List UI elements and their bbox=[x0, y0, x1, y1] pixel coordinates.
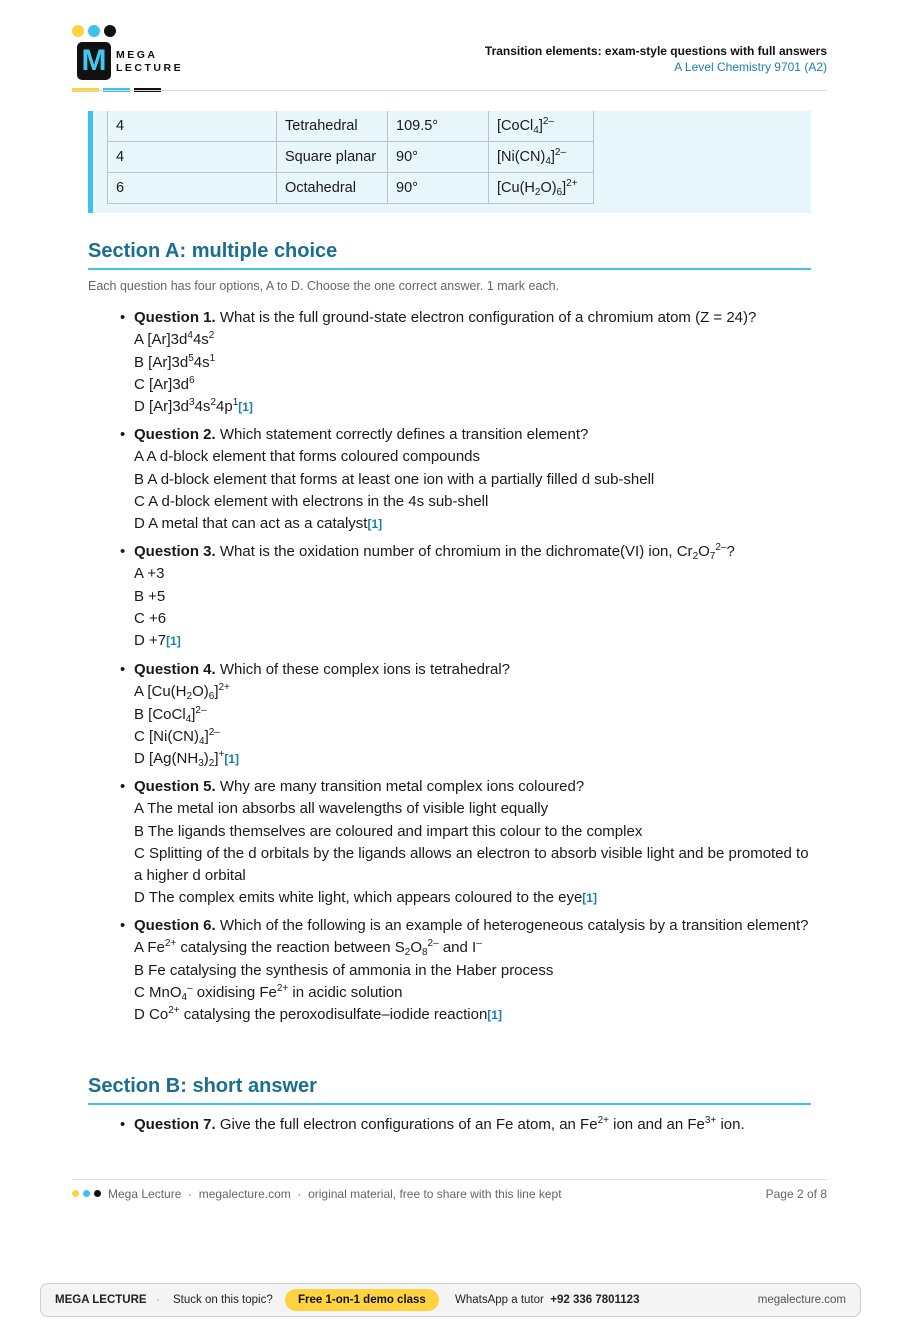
shape-cell: Tetrahedral bbox=[277, 111, 388, 142]
mega-lecture-logo bbox=[72, 24, 192, 94]
geometry-table bbox=[107, 111, 594, 204]
option-a: A $Fe^{2+}$ catalysing the reaction between $S_2O_8^{2-}$ and I– bbox=[134, 938, 482, 959]
question-label: Question 5. bbox=[134, 778, 216, 795]
question-4 bbox=[120, 659, 810, 770]
question-3 bbox=[120, 541, 810, 652]
footer-divider bbox=[72, 1179, 827, 1180]
option-b: B +5 bbox=[134, 587, 166, 605]
yellow-dot bbox=[72, 1190, 79, 1197]
option-b: B The ligands themselves are coloured and impart this colour to the complex bbox=[134, 822, 643, 840]
blue-dot bbox=[83, 1190, 90, 1197]
question-label: Question 3. bbox=[134, 543, 216, 560]
footer-credit bbox=[72, 1187, 562, 1201]
mark-badge: [1] bbox=[238, 400, 253, 415]
banner-brand: MEGA LECTURE bbox=[55, 1294, 147, 1306]
coordination-number-cell: 4 bbox=[108, 111, 277, 142]
question-5 bbox=[120, 776, 810, 910]
document-header bbox=[485, 43, 827, 75]
example-cell: $[Ni(CN)_4]^{2-}$ bbox=[489, 142, 594, 173]
question-text: Give the full electron configurations of an Fe atom, an $Fe^{2+}$ ion and an $Fe^{3+}$ ion. bbox=[219, 1115, 745, 1133]
question-label: Question 4. bbox=[134, 661, 216, 678]
document-subtitle: A Level Chemistry 9701 (A2) bbox=[674, 60, 827, 74]
yellow-dot bbox=[72, 25, 84, 37]
logo-wordmark bbox=[116, 49, 183, 75]
bullet-icon: • bbox=[120, 1116, 126, 1133]
demo-class-button[interactable]: Free 1-on-1 demo class bbox=[285, 1289, 439, 1311]
table-accent-bar bbox=[88, 111, 93, 213]
option-a: A +3 bbox=[134, 565, 165, 583]
option-c: C $[Ni(CN)_4]^{2-}$ bbox=[134, 726, 220, 747]
footer-dots bbox=[72, 1190, 102, 1198]
option-d: D +7 bbox=[134, 632, 167, 650]
banner-site-link[interactable]: megalecture.com bbox=[757, 1294, 846, 1306]
bullet-icon: • bbox=[120, 543, 126, 560]
section-a-intro: Each question has four options, A to D. Choose the one correct answer. 1 mark each. bbox=[88, 279, 560, 293]
section-a-heading: Section A: multiple choice bbox=[88, 238, 811, 270]
option-a: A $[Ar]3d^44s^2$ bbox=[134, 330, 215, 349]
logo-line-1: MEGA bbox=[116, 49, 158, 61]
question-2 bbox=[120, 424, 810, 535]
mark-badge: [1] bbox=[224, 752, 239, 767]
shape-cell: Square planar bbox=[277, 142, 388, 173]
option-d: D $[Ar]3d^34s^24p^1$ bbox=[134, 397, 239, 416]
bond-angle-cell: 90° bbox=[388, 173, 489, 204]
whatsapp-label: WhatsApp a tutor bbox=[455, 1294, 544, 1306]
option-c: C Splitting of the d orbitals by the ligands allows an electron to absorb visible light and be promoted to a higher d orbital bbox=[134, 844, 809, 885]
question-text: Why are many transition metal complex ions coloured? bbox=[219, 778, 585, 795]
question-text: Which statement correctly defines a transition element? bbox=[219, 426, 589, 443]
geometry-table-block bbox=[88, 111, 811, 213]
table-row bbox=[108, 111, 594, 142]
banner-separator: · bbox=[156, 1294, 160, 1306]
document-title: Transition elements: exam-style questions with full answers bbox=[484, 44, 827, 58]
promo-banner bbox=[40, 1283, 861, 1317]
table-row bbox=[108, 173, 594, 204]
question-text: Which of the following is an example of heterogeneous catalysis by a transition element? bbox=[219, 917, 809, 934]
footer-text: Mega Lecture · megalecture.com · original material, free to share with this line kept bbox=[108, 1187, 562, 1201]
header-divider bbox=[72, 90, 827, 91]
mark-badge: [1] bbox=[367, 517, 383, 532]
option-a: A A d-block element that forms coloured compounds bbox=[134, 448, 481, 466]
mark-badge: [1] bbox=[582, 891, 597, 906]
option-b: B Fe catalysing the synthesis of ammonia in the Haber process bbox=[134, 961, 554, 979]
question-label: Question 2. bbox=[134, 426, 216, 443]
option-b: B $[Ar]3d^54s^1$ bbox=[134, 352, 216, 371]
bullet-icon: • bbox=[120, 917, 126, 934]
question-6 bbox=[120, 915, 810, 1026]
bullet-icon: • bbox=[120, 309, 126, 326]
example-cell: $[Cu(H_2O)_6]^{2+}$ bbox=[489, 173, 594, 204]
logo-line-2: LECTURE bbox=[116, 62, 184, 74]
option-b: B [CoCl$_4$]$^{2-}$ bbox=[134, 704, 207, 725]
bond-angle-cell: 90° bbox=[388, 142, 489, 173]
option-a: A $[Cu(H_2O)_6]^{2+}$ bbox=[134, 682, 230, 703]
bullet-icon: • bbox=[120, 426, 126, 443]
coordination-number-cell: 4 bbox=[108, 142, 277, 173]
mark-badge: [1] bbox=[487, 1008, 502, 1023]
bond-angle-cell: 109.5° bbox=[388, 111, 489, 142]
question-label: Question 1. bbox=[134, 309, 216, 326]
option-d: D A metal that can act as a catalyst bbox=[134, 515, 368, 533]
question-7 bbox=[120, 1114, 810, 1136]
option-b: B A d-block element that forms at least one ion with a partially filled d sub-shell bbox=[134, 470, 655, 488]
option-d: D $Co^{2+}$ catalysing the peroxodisulfate–iodide reaction bbox=[134, 1005, 488, 1024]
logo-m-icon: M bbox=[77, 42, 111, 80]
blue-dot bbox=[88, 25, 100, 37]
section-b-heading: Section B: short answer bbox=[88, 1073, 811, 1105]
option-c: C $[Ar]3d^6$ bbox=[134, 374, 195, 393]
banner-prompt: Stuck on this topic? bbox=[173, 1294, 273, 1306]
mark-badge: [1] bbox=[166, 634, 181, 649]
table-row bbox=[108, 142, 594, 173]
question-1 bbox=[120, 307, 810, 418]
option-a: A The metal ion absorbs all wavelengths of visible light equally bbox=[134, 800, 549, 818]
question-text: What is the full ground-state electron configuration of a chromium atom (Z = 24)? bbox=[219, 309, 757, 326]
option-c: C A d-block element with electrons in the 4s sub-shell bbox=[134, 492, 489, 510]
bullet-icon: • bbox=[120, 661, 126, 678]
coordination-number-cell: 6 bbox=[108, 173, 277, 204]
bullet-icon: • bbox=[120, 778, 126, 795]
whatsapp-contact[interactable] bbox=[455, 1293, 639, 1307]
question-text: Which of these complex ions is tetrahedral? bbox=[219, 661, 511, 678]
question-label: Question 7. bbox=[134, 1116, 216, 1133]
black-dot bbox=[104, 25, 116, 37]
question-text: What is the oxidation number of chromium in the dichromate(VI) ion, $Cr_2O_7^{2-}$? bbox=[219, 542, 735, 562]
option-c: C MnO$_4$– oxidising $Fe^{2+}$ in acidic solution bbox=[134, 982, 403, 1003]
whatsapp-number: +92 336 7801123 bbox=[550, 1294, 640, 1306]
option-d: D The complex emits white light, which appears coloured to the eye bbox=[134, 889, 583, 907]
option-d: D $[Ag(NH_3)_2]^+$ bbox=[134, 749, 225, 770]
question-label: Question 6. bbox=[134, 917, 216, 934]
example-cell: [CoCl$_4$]$^{2-}$ bbox=[489, 111, 594, 142]
black-dot bbox=[94, 1190, 101, 1197]
option-c: C +6 bbox=[134, 609, 167, 627]
page-number: Page 2 of 8 bbox=[765, 1187, 827, 1201]
shape-cell: Octahedral bbox=[277, 173, 388, 204]
